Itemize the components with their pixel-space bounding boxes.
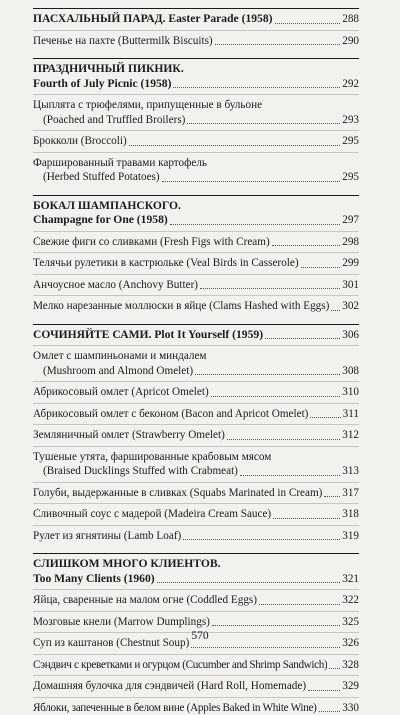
section-heading — [33, 195, 359, 228]
toc-entry — [33, 231, 359, 250]
toc-entry — [33, 403, 359, 422]
entry-text: Голуби, выдержанные в сливках (Squabs Marinated in Cream) — [33, 486, 322, 501]
leader-dots — [240, 474, 340, 476]
entry-line — [33, 464, 359, 479]
entry-page: 317 — [342, 486, 359, 501]
entry-text: (Mushroom and Almond Omelet) — [43, 364, 193, 379]
toc-entry — [33, 503, 359, 522]
leader-dots — [215, 43, 341, 45]
entry-page: 326 — [342, 636, 359, 651]
leader-dots — [308, 689, 340, 691]
leader-dots — [331, 309, 340, 311]
toc-entry — [33, 345, 359, 378]
entry-page: 301 — [342, 278, 359, 293]
leader-dots — [272, 244, 341, 246]
toc-section — [33, 195, 359, 314]
section-title: ПАСХАЛЬНЫЙ ПАРАД. Easter Parade (1958) — [33, 12, 273, 27]
section-page: 292 — [342, 77, 359, 92]
entry-line — [33, 615, 359, 630]
entry-page: 290 — [342, 34, 359, 49]
leader-dots — [227, 438, 340, 440]
toc-entry — [33, 94, 359, 127]
toc-entry — [33, 446, 359, 479]
page-number: 570 — [0, 630, 400, 642]
toc-entry — [33, 675, 359, 694]
entry-page: 329 — [342, 679, 359, 694]
entry-page: 299 — [342, 256, 359, 271]
entry-text: Печенье на пахте (Buttermilk Biscuits) — [33, 34, 213, 49]
entry-line — [33, 235, 359, 250]
section-heading — [33, 58, 359, 91]
toc-entry — [33, 30, 359, 49]
section-title-line1: ПРАЗДНИЧНЫЙ ПИКНИК. — [33, 62, 359, 77]
toc-entry — [33, 697, 359, 715]
entry-text: Земляничный омлет (Strawberry Omelet) — [33, 428, 225, 443]
entry-text: Анчоусное масло (Anchovy Butter) — [33, 278, 198, 293]
entry-line — [33, 170, 359, 185]
section-title-line — [33, 12, 359, 27]
entry-page: 322 — [342, 593, 359, 608]
entry-page: 308 — [342, 364, 359, 379]
entry-text: (Braised Ducklings Stuffed with Crabmeat) — [43, 464, 238, 479]
entry-text: Сливочный соус с мадерой (Madeira Cream Sauce) — [33, 507, 271, 522]
section-page: 297 — [342, 213, 359, 228]
entry-line — [33, 658, 359, 673]
leader-dots — [157, 581, 341, 583]
entry-page: 293 — [342, 113, 359, 128]
leader-dots — [259, 603, 340, 605]
entry-line — [33, 134, 359, 149]
leader-dots — [319, 710, 341, 712]
leader-dots — [183, 538, 340, 540]
toc-entry — [33, 274, 359, 293]
leader-dots — [273, 517, 340, 519]
toc-section — [33, 324, 359, 544]
leader-dots — [191, 646, 340, 648]
entry-page: 302 — [342, 299, 359, 314]
leader-dots — [200, 287, 340, 289]
section-title-line1: СЛИШКОМ МНОГО КЛИЕНТОВ. — [33, 557, 359, 572]
entry-text: (Herbed Stuffed Potatoes) — [43, 170, 160, 185]
toc-entry — [33, 589, 359, 608]
section-title-line — [33, 572, 359, 587]
entry-text: Мелко нарезанные моллюски в яйце (Clams Hashed with Eggs) — [33, 299, 329, 314]
leader-dots — [129, 144, 341, 146]
leader-dots — [212, 624, 340, 626]
toc-page — [33, 8, 359, 715]
section-heading — [33, 553, 359, 586]
section-page: 306 — [342, 328, 359, 343]
entry-text: Рулет из ягнятины (Lamb Loaf) — [33, 529, 181, 544]
section-title: СОЧИНЯЙТЕ САМИ. Plot It Yourself (1959) — [33, 328, 263, 343]
entry-line — [33, 113, 359, 128]
leader-dots — [324, 495, 340, 497]
leader-dots — [187, 122, 340, 124]
entry-page: 328 — [342, 658, 359, 673]
leader-dots — [275, 22, 341, 24]
section-title-line — [33, 77, 359, 92]
entry-text: Брокколи (Broccoli) — [33, 134, 127, 149]
entry-text-line1: Фаршированный травами картофель — [33, 156, 359, 171]
leader-dots — [173, 86, 340, 88]
entry-text: Абрикосовый омлет (Apricot Omelet) — [33, 385, 209, 400]
section-title: Champagne for One (1958) — [33, 213, 168, 228]
entry-line — [33, 256, 359, 271]
entry-text-line1: Омлет с шампиньонами и миндалем — [33, 349, 359, 364]
leader-dots — [211, 395, 341, 397]
entry-page: 311 — [343, 407, 359, 422]
section-page: 321 — [342, 572, 359, 587]
entry-page: 325 — [342, 615, 359, 630]
section-title-line — [33, 213, 359, 228]
entry-text-line1: Тушеные утята, фаршированные крабовым мясом — [33, 450, 359, 465]
leader-dots — [329, 667, 340, 669]
entry-line — [33, 701, 359, 715]
section-title: Fourth of July Picnic (1958) — [33, 77, 171, 92]
entry-line — [33, 507, 359, 522]
entry-text: Домашняя булочка для сэндвичей (Hard Roll, Homemade) — [33, 679, 306, 694]
section-page: 288 — [342, 12, 359, 27]
entry-page: 318 — [342, 507, 359, 522]
leader-dots — [170, 223, 340, 225]
entry-line — [33, 679, 359, 694]
entry-text: Телячьи рулетики в кастрюльке (Veal Birds in Casserole) — [33, 256, 299, 271]
entry-page: 313 — [342, 464, 359, 479]
toc-section — [33, 8, 359, 48]
entry-page: 330 — [342, 701, 359, 715]
entry-page: 319 — [342, 529, 359, 544]
leader-dots — [195, 373, 340, 375]
toc-entry — [33, 295, 359, 314]
section-title-line1: БОКАЛ ШАМПАНСКОГО. — [33, 199, 359, 214]
leader-dots — [301, 266, 341, 268]
toc-entry — [33, 252, 359, 271]
toc-entry — [33, 381, 359, 400]
leader-dots — [310, 416, 340, 418]
section-heading — [33, 8, 359, 27]
entry-text: (Poached and Truffled Broilers) — [43, 113, 185, 128]
entry-line — [33, 299, 359, 314]
entry-text: Мозговые кнели (Marrow Dumplings) — [33, 615, 210, 630]
toc-entry — [33, 654, 359, 673]
entry-text: Свежие фиги со сливками (Fresh Figs with Cream) — [33, 235, 270, 250]
toc-entry — [33, 611, 359, 630]
toc-entry — [33, 130, 359, 149]
entry-page: 312 — [342, 428, 359, 443]
toc-entry — [33, 424, 359, 443]
entry-text: Абрикосовый омлет с беконом (Bacon and Apricot Omelet) — [33, 407, 308, 422]
entry-text: Сэндвич с креветками и огурцом (Cucumber and Shrimp Sandwich) — [33, 658, 327, 673]
entry-line — [33, 407, 359, 422]
entry-line — [33, 593, 359, 608]
entry-text: Яйца, сваренные на малом огне (Coddled Eggs) — [33, 593, 257, 608]
entry-page: 295 — [342, 134, 359, 149]
entry-line — [33, 34, 359, 49]
entry-line — [33, 428, 359, 443]
entry-page: 310 — [342, 385, 359, 400]
section-heading — [33, 324, 359, 343]
toc-entry — [33, 152, 359, 185]
entry-text: Суп из каштанов (Chestnut Soup) — [33, 636, 189, 651]
entry-line — [33, 529, 359, 544]
section-title: Too Many Clients (1960) — [33, 572, 155, 587]
entry-page: 295 — [342, 170, 359, 185]
entry-line — [33, 364, 359, 379]
toc-section — [33, 58, 359, 185]
leader-dots — [265, 337, 340, 339]
leader-dots — [162, 180, 341, 182]
entry-line — [33, 278, 359, 293]
entry-text: Яблоки, запеченные в белом вине (Apples Baked in White Wine) — [33, 701, 317, 715]
entry-line — [33, 385, 359, 400]
entry-line — [33, 486, 359, 501]
entry-page: 298 — [342, 235, 359, 250]
toc-entry — [33, 482, 359, 501]
section-title-line — [33, 328, 359, 343]
toc-entry — [33, 525, 359, 544]
entry-text-line1: Цыплята с трюфелями, припущенные в бульоне — [33, 98, 359, 113]
